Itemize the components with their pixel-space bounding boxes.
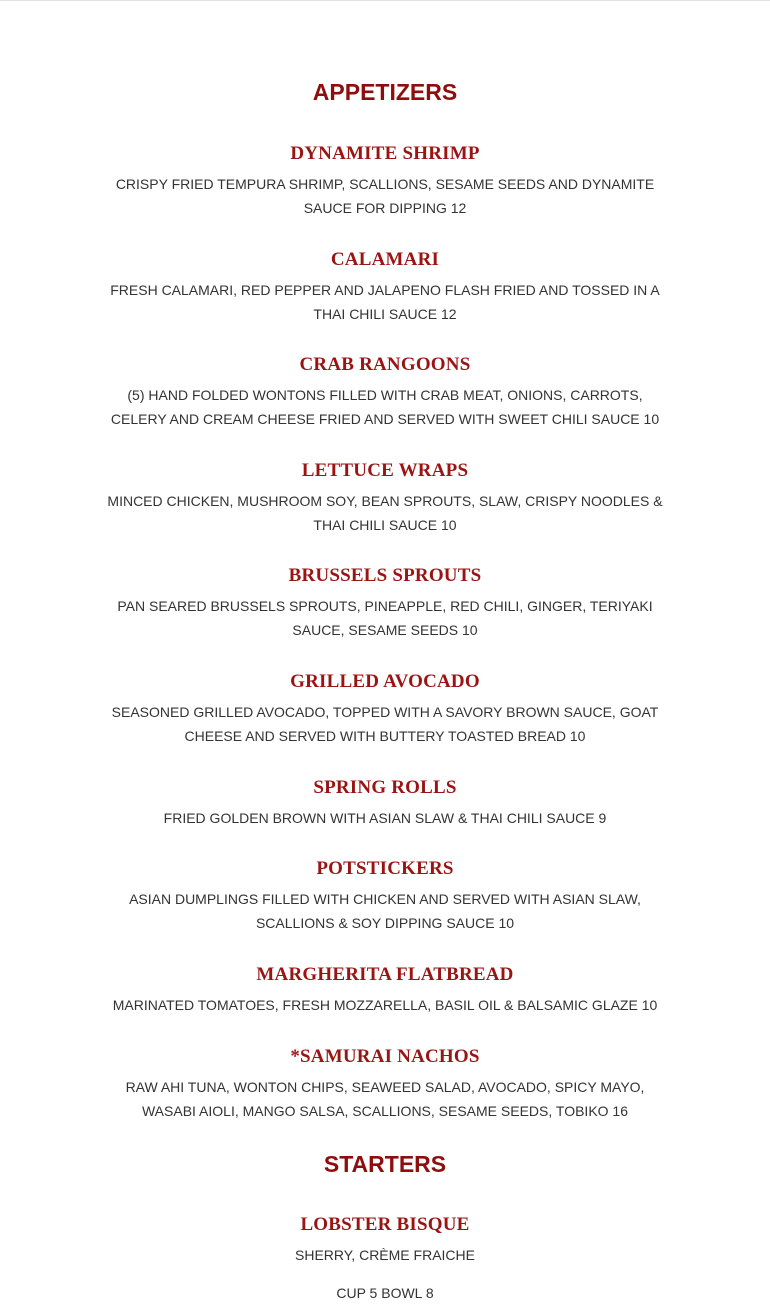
item-description: FRIED GOLDEN BROWN WITH ASIAN SLAW & THAI CHILI SAUCE 9 [163,810,607,826]
item-description: FRESH CALAMARI, RED PEPPER AND JALAPENO FLASH FRIED AND TOSSED IN A THAI CHILI SAUCE 12 [110,282,660,322]
section-title-starters: STARTERS [323,1151,447,1177]
item-description: (5) HAND FOLDED WONTONS FILLED WITH CRAB MEAT, ONIONS, CARROTS, CELERY AND CREAM CHEESE FRIED AND SERVED WITH SWEET CHILI SAUCE 10 [110,387,660,427]
item-price-options: CUP 5 BOWL 8 [336,1285,434,1301]
item-description: PAN SEARED BRUSSELS SPROUTS, PINEAPPLE, RED CHILI, GINGER, TERIYAKI SAUCE, SESAME SEEDS 10 [117,598,653,638]
item-description: RAW AHI TUNA, WONTON CHIPS, SEAWEED SALAD, AVOCADO, SPICY MAYO, WASABI AIOLI, MANGO SALSA, SCALLIONS, SESAME SEEDS, TOBIKO 16 [125,1079,645,1119]
item-name: CALAMARI [330,249,440,270]
item-name: BRUSSELS SPROUTS [288,565,482,586]
item-description: MARINATED TOMATOES, FRESH MOZZARELLA, BASIL OIL & BALSAMIC GLAZE 10 [112,997,658,1013]
menu-item-potstickers [0,857,770,935]
menu-item-lettuce-wraps [0,459,770,537]
menu-item-lobster-bisque [0,1213,770,1305]
item-description: MINCED CHICKEN, MUSHROOM SOY, BEAN SPROUTS, SLAW, CRISPY NOODLES & THAI CHILI SAUCE 10 [107,493,663,533]
item-name: *SAMURAI NACHOS [290,1046,480,1067]
item-description: SHERRY, CRÈME FRAICHE [295,1247,475,1263]
menu-item-grilled-avocado [0,670,770,748]
item-name: DYNAMITE SHRIMP [290,143,480,164]
section-title-appetizers: APPETIZERS [312,79,458,105]
menu-item-samurai-nachos [0,1045,770,1123]
menu-item-margherita-flatbread [0,963,770,1017]
item-name: MARGHERITA FLATBREAD [256,964,514,985]
item-name: POTSTICKERS [316,858,454,879]
item-name: SPRING ROLLS [313,777,457,798]
menu-item-spring-rolls [0,776,770,830]
item-name: CRAB RANGOONS [299,354,471,375]
menu-item-brussels-sprouts [0,564,770,642]
item-name: GRILLED AVOCADO [290,671,480,692]
menu-item-crab-rangoons [0,353,770,431]
item-description: SEASONED GRILLED AVOCADO, TOPPED WITH A SAVORY BROWN SAUCE, GOAT CHEESE AND SERVED WITH BUTTERY TOASTED BREAD 10 [111,704,659,744]
item-description: CRISPY FRIED TEMPURA SHRIMP, SCALLIONS, SESAME SEEDS AND DYNAMITE SAUCE FOR DIPPING 12 [115,176,655,216]
item-name: LOBSTER BISQUE [300,1214,470,1235]
menu-item-dynamite-shrimp [0,142,770,220]
item-name: LETTUCE WRAPS [301,460,469,481]
item-description: ASIAN DUMPLINGS FILLED WITH CHICKEN AND SERVED WITH ASIAN SLAW, SCALLIONS & SOY DIPPING SAUCE 10 [129,891,641,931]
menu-item-calamari [0,248,770,326]
